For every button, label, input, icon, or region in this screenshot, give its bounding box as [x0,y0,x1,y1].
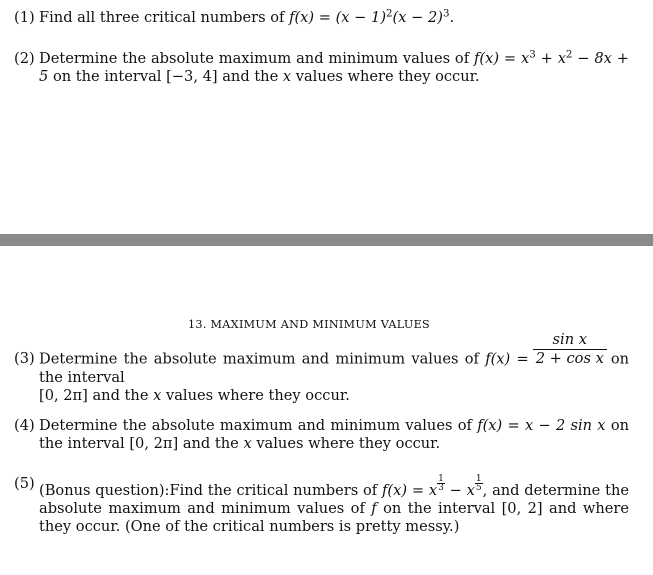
problem-text: Determine the absolute maximum and minimum values of f(x) = x − 2 sin x on the interval [0, 2π] and the x values where they occur. [39,417,629,452]
problem-4 [14,417,629,453]
interval: [0, 2π] [39,387,88,404]
problem-5 [14,475,629,536]
problem-number: (5) [14,475,35,492]
math-expression: $f(x) = x^3 + x^2 - 8x + 5$ [39,49,630,85]
problem-number: (3) [14,350,35,367]
problem-number: (2) [14,50,35,67]
fraction: $\frac{\text{sin x}}{\text{2 + cos x}}$ [533,331,607,368]
problem-2 [14,50,629,86]
page-break-divider [0,234,653,246]
problem-3 [14,331,629,405]
running-head: 13. MAXIMUM AND MINIMUM VALUES [188,318,431,331]
problem-text: Determine the absolute maximum and minimum values of f(x) = $\frac{\text{sin x}}{\text{2 + cos x}}$ on the interval [0, 2π] and the x values where they occur. [39,331,629,404]
problem-1 [14,9,629,27]
problem-text: Determine the absolute maximum and minimum values of $f(x) = x^3 + x^2 - 8x + 5$ on the interval [−3, 4] and the x values where they occur. [39,49,630,85]
interval: [0, 2] [501,499,543,517]
problem-text: Find all three critical numbers of $f(x) = (x - 1)^2(x - 2)^3$. [39,8,455,26]
problem-text: (Bonus question):Find the critical numbers of f(x) = x $\frac{1}{3}$ − x $\frac{1}{5}$ , and determine the absolute maximum and minimum values of f on the interval [0, 2] and where they occur. (One of the critical numbers is pretty messy.) [39,474,630,535]
interval: [−3, 4] [166,68,218,85]
math-expression: f(x) = x − 2 sin x [477,417,606,434]
exponent-fraction: $\frac{1}{5}$ [475,474,482,493]
problem-number: (1) [14,9,35,26]
interval: [0, 2π] [129,435,179,452]
problem-number: (4) [14,417,35,434]
math-expression: f(x) = [485,350,529,368]
math-expression: f(x) = x $\frac{1}{3}$ − x $\frac{1}{5}$ [382,474,482,499]
exponent-fraction: $\frac{1}{3}$ [438,474,444,493]
math-expression: $f(x) = (x - 1)^2(x - 2)^3$ [289,8,450,26]
